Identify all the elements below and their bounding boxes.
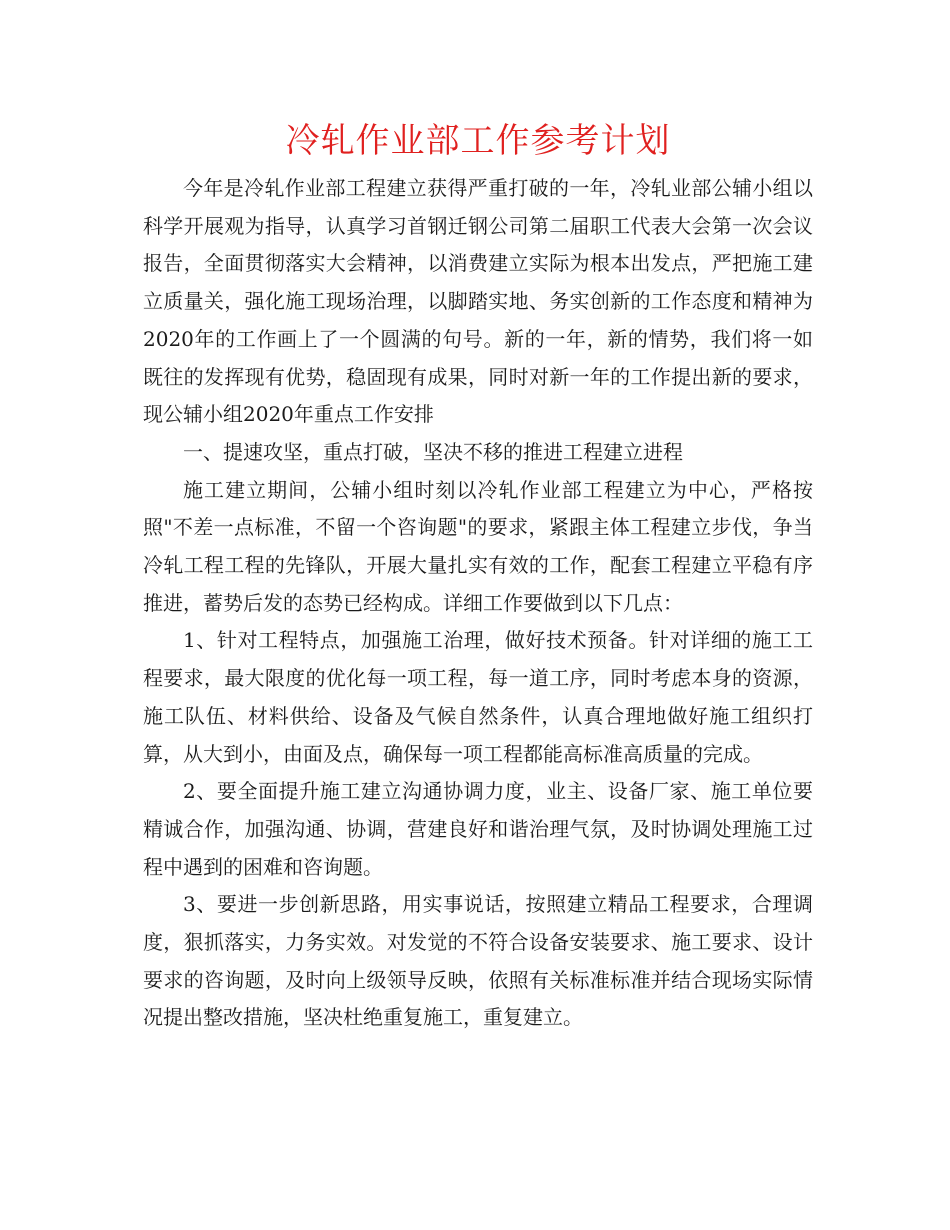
document-page — [143, 118, 813, 1037]
list-item-2: 2、要全面提升施工建立沟通协调力度，业主、设备厂家、施工单位要精诚合作，加强沟通、协调，营建良好和谐治理气氛，及时协调处理施工过程中遇到的困难和咨询题。 — [143, 779, 813, 879]
list-item-3: 3、要进一步创新思路，用实事说话，按照建立精品工程要求，合理调度，狠抓落实，力务实效。对发觉的不符合设备安装要求、施工要求、设计要求的咨询题，及时向上级领导反映，依照有关标准标准并结合现场实际情况提出整改措施，坚决杜绝重复施工，重复建立。 — [143, 892, 813, 1030]
section-heading-1: 一、提速攻坚，重点打破，坚决不移的推进工程建立进程 — [183, 439, 683, 464]
paragraph-construction: 施工建立期间，公辅小组时刻以冷轧作业部工程建立为中心，严格按照"不差一点标准，不留一个咨询题"的要求，紧跟主体工程建立步伐，争当冷轧工程工程的先锋队，开展大量扎实有效的工作，配套工程建立平稳有序推进，蓄势后发的态势已经构成。详细工作要做到以下几点： — [143, 477, 813, 615]
document-title: 冷轧作业部工作参考计划 — [285, 121, 671, 161]
paragraph-intro: 今年是冷轧作业部工程建立获得严重打破的一年，冷轧业部公辅小组以科学开展观为指导，认真学习首钢迁钢公司第二届职工代表大会第一次会议报告，全面贯彻落实大会精神，以消费建立实际为根本出发点，严把施工建立质量关，强化施工现场治理，以脚踏实地、务实创新的工作态度和精神为2020年的工作画上了一个圆满的句号。新的一年，新的情势，我们将一如既往的发挥现有优势，稳固现有成果，同时对新一年的工作提出新的要求，现公辅小组2020年重点工作安排 — [143, 176, 813, 427]
list-item-1: 1、针对工程特点，加强施工治理，做好技术预备。针对详细的施工工程要求，最大限度的优化每一项工程，每一道工序，同时考虑本身的资源，施工队伍、材料供给、设备及气候自然条件，认真合理地做好施工组织打算，从大到小，由面及点，确保每一项工程都能高标准高质量的完成。 — [143, 628, 813, 766]
